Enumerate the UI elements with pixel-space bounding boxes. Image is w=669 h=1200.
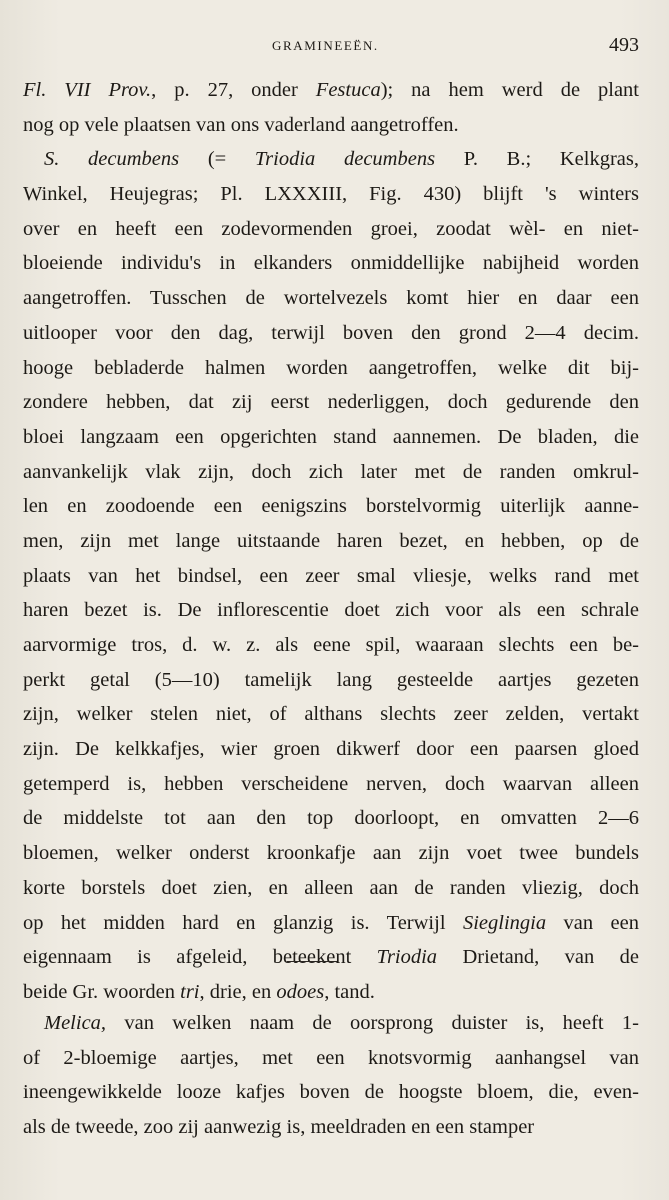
text-line — [23, 212, 639, 247]
italic-text-run: S. decumbens — [44, 148, 180, 171]
text-line — [23, 177, 639, 212]
text-run: over en heeft een zodevormenden groei, zoodat wèl- en niet- — [23, 217, 639, 240]
running-title: GRAMINEEËN. — [272, 38, 379, 53]
text-run: P. B.; Kelkgras, — [435, 148, 639, 171]
italic-text-run: tri — [180, 980, 200, 1003]
text-line — [23, 663, 639, 698]
italic-text-run: Sieglingia — [462, 911, 547, 934]
text-run: len en zoodoende een eenigszins borstelvormig uiterlijk aanne- — [23, 495, 639, 518]
running-head — [0, 30, 669, 60]
section-separator — [287, 961, 337, 962]
text-run: aarvormige tros, d. w. z. als eene spil, waaraan slechts een be- — [23, 634, 639, 656]
text-line — [23, 420, 639, 455]
text-line — [23, 1110, 639, 1145]
text-line — [23, 489, 639, 524]
text-line — [23, 524, 639, 559]
paragraph-festuca-continuation — [23, 73, 639, 142]
text-line — [23, 801, 639, 836]
text-line — [23, 385, 639, 420]
text-run: of 2-bloemige aartjes, met een knotsvormig aanhangsel van — [23, 1046, 639, 1069]
paragraph-sieglingia-decumbens — [23, 142, 639, 1009]
italic-text-run: Triodia — [376, 946, 438, 969]
italic-text-run: odoes — [276, 980, 325, 1003]
text-line — [23, 628, 639, 663]
text-run: aangetroffen. Tusschen de wortelvezels komt hier en daar een — [23, 287, 639, 310]
text-line — [23, 351, 639, 386]
text-run: van welken naam de oorsprong duister is, heeft 1- — [106, 1012, 639, 1034]
page-number: 493 — [609, 34, 639, 56]
text-run: , drie, en — [199, 980, 277, 1003]
text-line — [23, 1006, 639, 1041]
text-run: , tand. — [324, 980, 375, 1003]
main-text-block — [23, 73, 639, 1010]
text-line — [23, 975, 639, 1010]
text-run: uitlooper voor den dag, terwijl boven den grond 2—4 decim. — [23, 321, 639, 344]
text-run: Drietand, van de — [437, 946, 640, 969]
text-run: men, zijn met lange uitstaande haren bezet, en hebben, op de — [23, 529, 639, 552]
text-run: bloei langzaam een opgerichten stand aannemen. De bladen, die — [23, 425, 639, 448]
text-line — [23, 108, 639, 143]
text-line — [23, 836, 639, 871]
text-run: op het midden hard en glanzig is. Terwijl — [23, 911, 463, 934]
text-run: (= — [179, 148, 255, 171]
text-run: plaats van het bindsel, een zeer smal vliesje, welks rand met — [23, 564, 639, 587]
text-line — [23, 940, 639, 975]
text-run: de middelste tot aan den top doorloopt, en omvatten 2—6 — [23, 807, 639, 830]
text-line — [23, 732, 639, 767]
text-line — [23, 281, 639, 316]
text-run: haren bezet is. De inflorescentie doet zich voor als een schrale — [23, 599, 639, 622]
text-line — [23, 73, 639, 108]
text-run: beide Gr. woorden — [23, 980, 181, 1003]
text-line — [23, 455, 639, 490]
text-line — [23, 142, 639, 177]
text-line — [23, 316, 639, 351]
text-run: , p. 27, onder — [151, 79, 316, 101]
text-run: perkt getal (5—10) tamelijk lang gesteelde aartjes gezeten — [23, 668, 639, 691]
text-line — [23, 1075, 639, 1110]
text-run: hooge bebladerde halmen worden aangetroffen, welke dit bij- — [23, 356, 639, 379]
text-line — [23, 767, 639, 802]
italic-text-run: Triodia decumbens — [254, 148, 436, 171]
text-run: eigennaam is afgeleid, beteekent — [23, 946, 377, 969]
text-run: zijn. De kelkkafjes, wier groen dikwerf door een paarsen gloed — [23, 738, 639, 761]
text-run: nog op vele plaatsen van ons vaderland aangetroffen. — [23, 113, 459, 136]
paragraph-melica — [23, 1006, 639, 1145]
text-run: Winkel, Heujegras; Pl. LXXXIII, Fig. 430) blijft 's winters — [23, 183, 639, 206]
text-run: zondere hebben, dat zij eerst nederliggen, doch gedurende den — [23, 391, 639, 414]
text-line — [23, 559, 639, 594]
text-run: zijn, welker stelen niet, of althans slechts zeer zelden, vertakt — [23, 703, 639, 726]
text-line — [23, 246, 639, 281]
italic-text-run: Festuca — [315, 79, 381, 101]
text-run: bloeiende individu's in elkanders onmiddellijke nabijheid worden — [23, 252, 639, 275]
text-run: aanvankelijk vlak zijn, doch zich later met de randen omkrul- — [23, 460, 639, 483]
text-line — [23, 906, 639, 941]
text-run: ); na hem werd de plant — [380, 79, 639, 101]
text-line — [23, 697, 639, 732]
text-line — [23, 593, 639, 628]
text-run: korte borstels doet zien, en alleen aan de randen vliezig, doch — [23, 876, 639, 899]
text-run: bloemen, welker onderst kroonkafje aan zijn voet twee bundels — [23, 842, 639, 865]
text-line — [23, 1041, 639, 1076]
text-run: van een — [546, 911, 640, 934]
text-run: als de tweede, zoo zij aanwezig is, meeldraden en een stamper — [23, 1116, 535, 1139]
text-run: getemperd is, hebben verscheidene nerven, doch waarvan alleen — [23, 772, 639, 795]
melica-text-block — [23, 1006, 639, 1145]
text-line — [23, 871, 639, 906]
italic-text-run: Fl. VII Prov. — [23, 79, 152, 101]
text-run: ineengewikkelde looze kafjes boven de hoogste bloem, die, even- — [23, 1081, 639, 1104]
italic-text-run: Melica, — [44, 1012, 107, 1034]
